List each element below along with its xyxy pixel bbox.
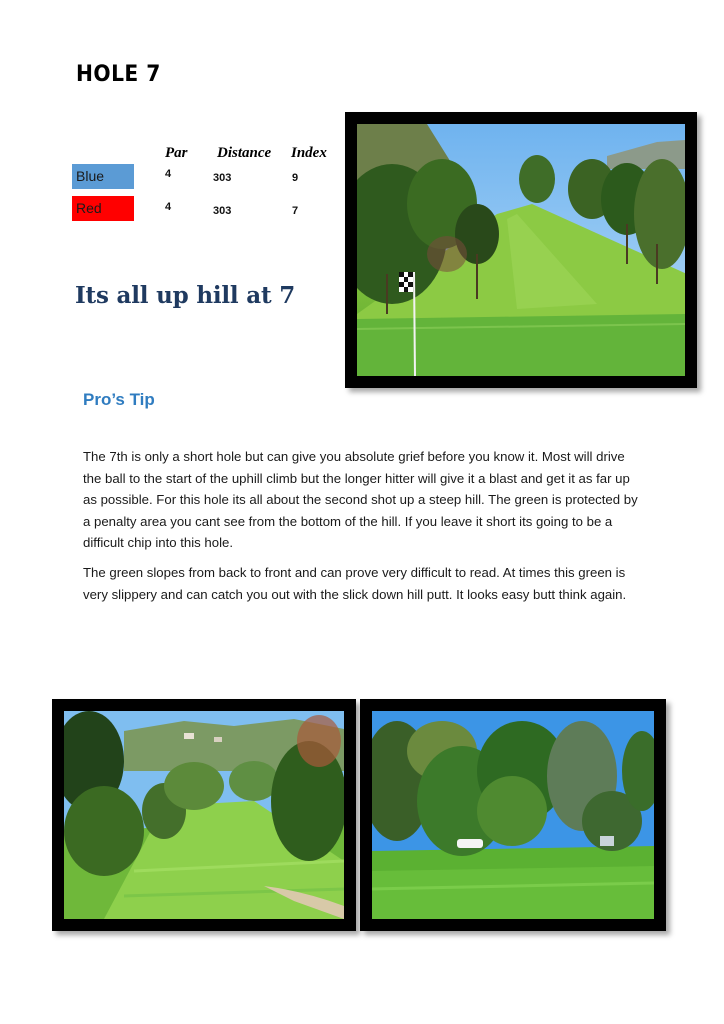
blue-index: 9 bbox=[292, 172, 299, 184]
red-index: 7 bbox=[292, 205, 299, 217]
hole-photo-main bbox=[345, 112, 697, 388]
tip-paragraph-2: The green slopes from back to front and can prove very difficult to read. At times this green is very slippery and can catch you out with the slick down hill putt. It looks easy butt think again. bbox=[83, 565, 627, 602]
hole-title: HOLE 7 bbox=[76, 62, 161, 87]
blue-par: 4 bbox=[165, 168, 172, 180]
red-distance: 303 bbox=[213, 205, 232, 217]
hole-photo-bottom-right bbox=[360, 699, 666, 931]
par-header: Par bbox=[165, 145, 188, 161]
red-par: 4 bbox=[165, 201, 172, 213]
hole-photo-bottom-left bbox=[52, 699, 356, 931]
tee-red-label: Red bbox=[72, 196, 134, 221]
tip-paragraph-1: The 7th is only a short hole but can give you absolute grief before you know it. Most will drive the ball to the start of the uphill climb but the longer hitter will give it a blast and get it as far up as possible. For this hole its all about the second shot up a steep hill. The green is protected by a penalty area you cant see from the bottom of the hill. If you leave it short its going to be a difficult chip into this hole. bbox=[83, 449, 638, 551]
headline: Its all up hill at 7 bbox=[75, 282, 296, 309]
tee-blue-label: Blue bbox=[72, 164, 134, 189]
fairway-valley-image bbox=[64, 711, 344, 919]
fairway-uphill-image bbox=[357, 124, 685, 376]
index-header: Index bbox=[291, 145, 327, 161]
checkered-flag-icon bbox=[399, 272, 413, 292]
green-view-image bbox=[372, 711, 654, 919]
pros-tip-heading: Pro’s Tip bbox=[83, 390, 155, 409]
distance-header: Distance bbox=[217, 145, 272, 161]
blue-distance: 303 bbox=[213, 172, 232, 184]
